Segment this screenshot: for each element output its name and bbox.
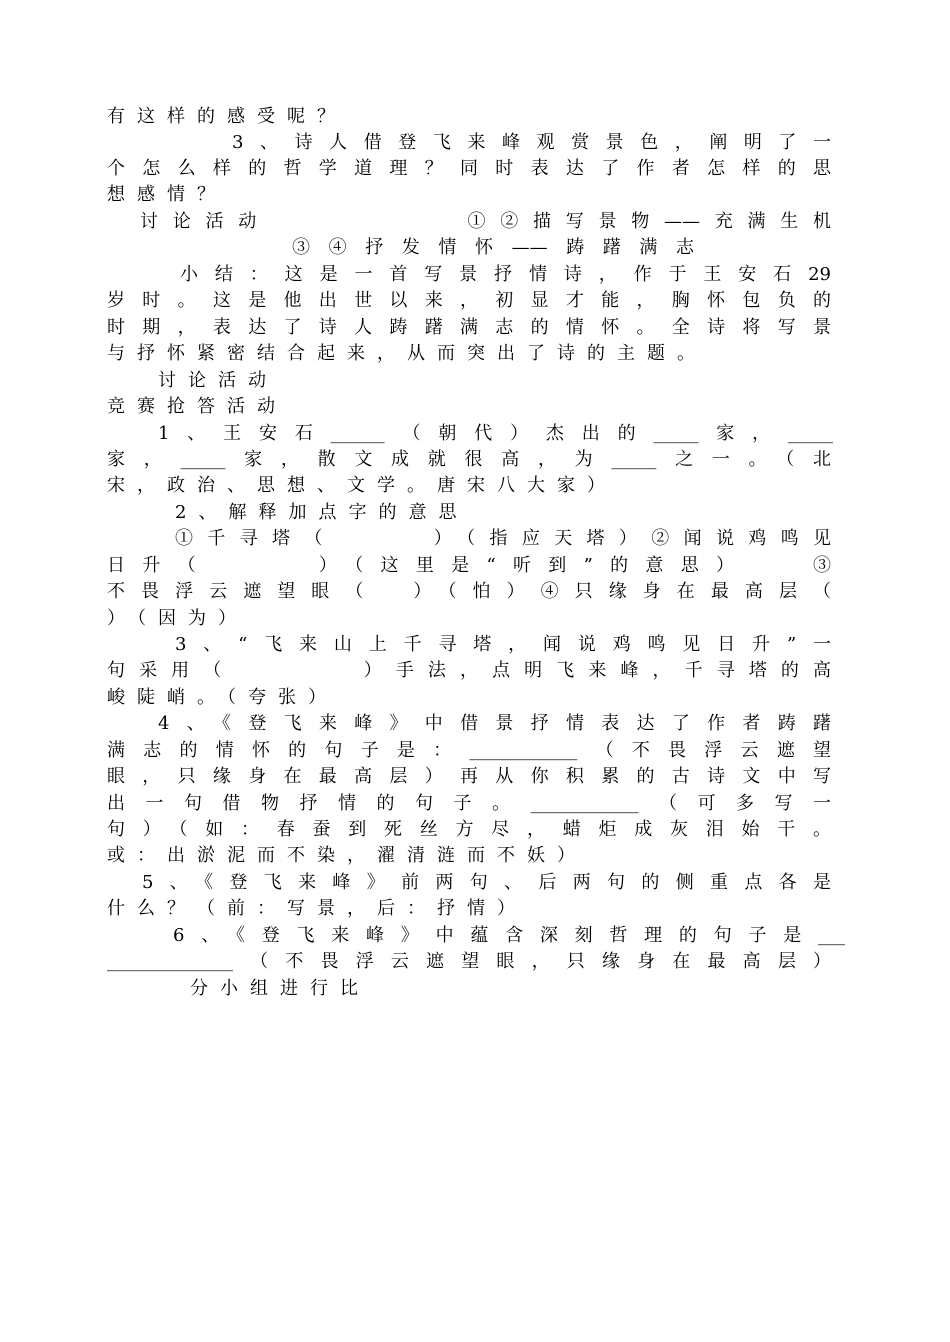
text-line: ______________（不畏浮云遮望眼，只缘身在最高层） bbox=[107, 951, 831, 972]
text-line: 1、王安石______（朝代）杰出的_____家，_____ bbox=[158, 423, 833, 444]
text-line: 2、解释加点字的意思 bbox=[175, 502, 469, 523]
text-line: 日升（ ）（这里是“听到”的意思） ③ bbox=[107, 555, 831, 576]
text-line: ①千寻塔（ ）（指应天塔）②闻说鸡鸣见 bbox=[175, 528, 831, 549]
text-line: 分小组进行比 bbox=[190, 978, 370, 999]
text-line: 5、《登飞来峰》前两句、后两句的侧重点各是 bbox=[142, 872, 831, 893]
text-line: ③④抒发情怀——踌躇满志 bbox=[292, 237, 694, 258]
text-line: 讨论活动 ①②描写景物——充满生机 bbox=[140, 211, 831, 232]
text-line: 眼，只缘身在最高层）再从你积累的古诗文中写 bbox=[107, 766, 831, 787]
text-line: 满志的情怀的句子是：____________（不畏浮云遮望 bbox=[107, 740, 831, 761]
text-line: 6、《登飞来峰》中蕴含深刻哲理的句子是___ bbox=[173, 925, 845, 946]
text-line: 或：出淤泥而不染，濯清涟而不妖） bbox=[107, 845, 587, 866]
text-line: 什么？（前：写景，后：抒情） bbox=[107, 898, 527, 919]
text-line: 3、“飞来山上千寻塔，闻说鸡鸣见日升”一 bbox=[175, 634, 831, 655]
text-line: ）（因为） bbox=[107, 608, 248, 629]
text-line: 出一句借物抒情的句子。____________（可多写一 bbox=[107, 793, 831, 814]
text-line: 与抒怀紧密结合起来，从而突出了诗的主题。 bbox=[107, 343, 707, 364]
text-line: 不畏浮云遮望眼（ ）（怕）④只缘身在最高层（ bbox=[107, 581, 831, 602]
text-line: 宋，政治、思想、文学。唐宋八大家） bbox=[107, 475, 617, 496]
text-line: 4、《登飞来峰》中借景抒情表达了作者踌躇 bbox=[158, 713, 831, 734]
text-line: 句）（如：春蚕到死丝方尽，蜡炬成灰泪始干。 bbox=[107, 819, 831, 840]
text-line: 想感情？ bbox=[107, 184, 227, 205]
text-line: 家，_____家，散文成就很高，为_____之一。（北 bbox=[107, 449, 831, 470]
text-line: 竞赛抢答活动 bbox=[107, 396, 287, 417]
text-line: 时期，表达了诗人踌躇满志的情怀。全诗将写景 bbox=[107, 317, 831, 338]
text-line: 小结：这是一首写景抒情诗，作于王安石29 bbox=[180, 264, 831, 285]
text-line: 有这样的感受呢？ bbox=[107, 106, 347, 127]
text-line: 个怎么样的哲学道理？同时表达了作者怎样的思 bbox=[107, 158, 831, 179]
text-line: 讨论活动 bbox=[158, 370, 278, 391]
text-line: 句采用（ ）手法，点明飞来峰，千寻塔的高 bbox=[107, 660, 831, 681]
text-line: 岁时。这是他出世以来，初显才能，胸怀包负的 bbox=[107, 290, 831, 311]
text-line: 峻陡峭。（夸张） bbox=[107, 687, 338, 708]
text-line: 3、诗人借登飞来峰观赏景色，阐明了一 bbox=[232, 132, 831, 153]
